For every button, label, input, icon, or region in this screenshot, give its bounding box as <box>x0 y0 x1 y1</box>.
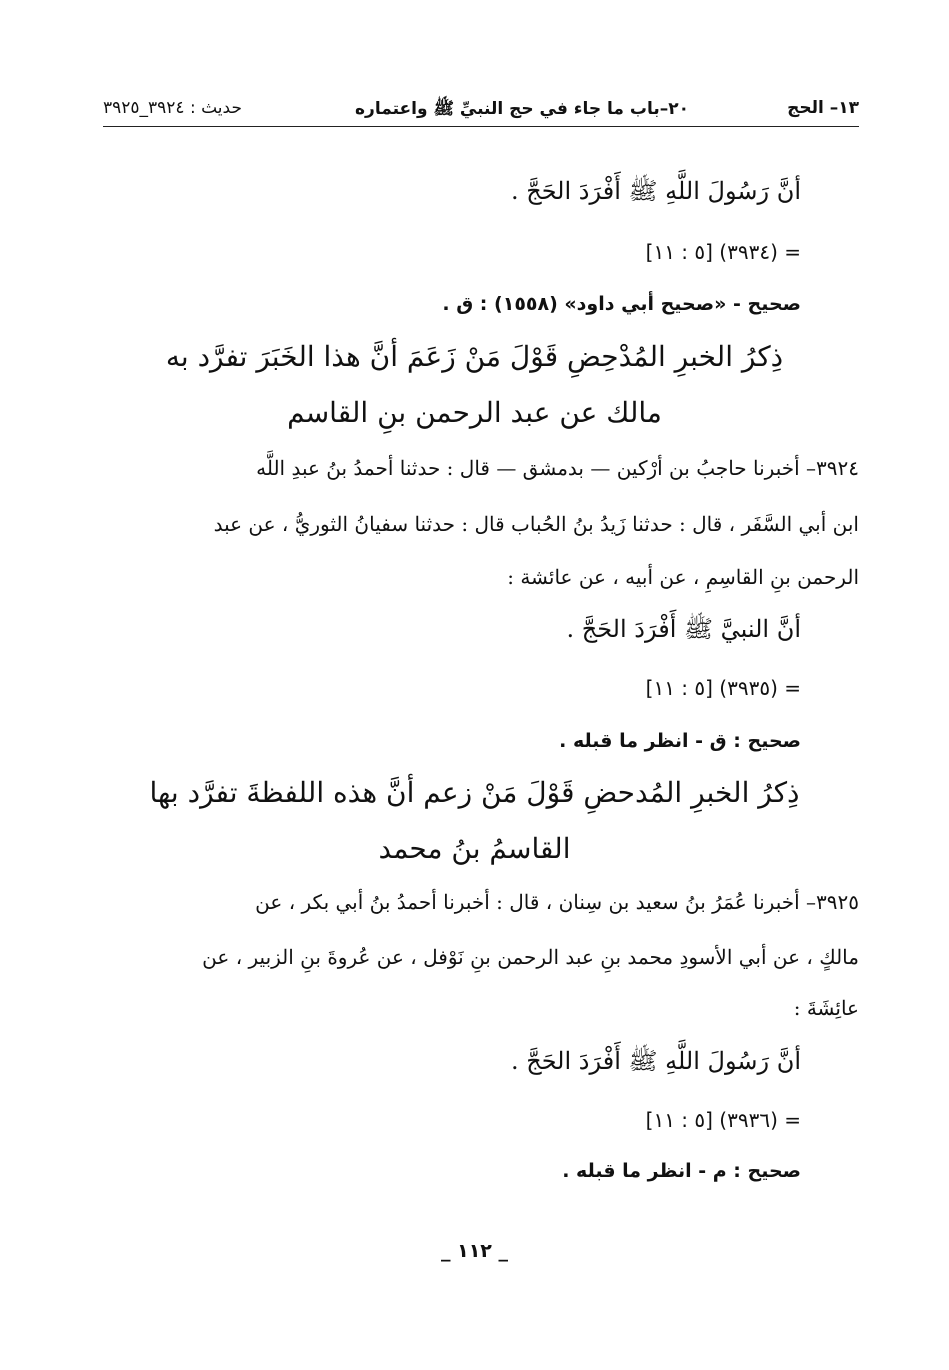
header-hadith-range: حديث : ٣٩٢٤_٣٩٢٥ <box>103 98 242 118</box>
hadith-text: أنَّ رَسُولَ اللَّهِ ﷺ أَفْرَدَ الحَجَّ . <box>510 1047 801 1075</box>
isnad-line: ٣٩٢٥– أخبرنا عُمَرُ بنُ سعيد بن سِنان ، قال : أخبرنا أحمدُ بنُ أبي بكر ، عن <box>255 890 859 914</box>
page-number: _ ١١٢ _ <box>440 1240 509 1262</box>
hadith-grade: صحيح - «صحيح أبي داود» (١٥٥٨) : ق . <box>442 293 801 315</box>
isnad-line: ابن أبي السَّفَر ، قال : حدثنا زَيدُ بنُ الحُباب قال : حدثنا سفيانُ الثوريُّ ، عن عبد <box>213 512 859 536</box>
section-heading: ذِكرُ الخبرِ المُدْحِضِ قَوْلَ مَنْ زَعَمَ أنَّ هذا الخَبَرَ تفرَّد به <box>165 340 784 373</box>
header-book-title: ١٣– الحج <box>787 98 859 118</box>
hadith-reference: = (٣٩٣٤) [٥ : ١١] <box>645 240 801 264</box>
isnad-line: ٣٩٢٤– أخبرنا حاجبُ بن أرْكين — بدمشق — قال : حدثنا أحمدُ بنُ عبدِ اللَّه <box>256 456 859 480</box>
header-chapter-title: ٢٠–باب ما جاء في حج النبيِّ ﷺ واعتماره <box>355 99 689 119</box>
section-heading-continued: مالك عن عبد الرحمن بنِ القاسم <box>287 396 662 429</box>
hadith-text: أنَّ رَسُولَ اللَّهِ ﷺ أَفْرَدَ الحَجَّ . <box>510 177 801 205</box>
isnad-line: مالكٍ ، عن أبي الأسودِ محمد بنِ عبد الرحمن بنِ نَوْفل ، عن عُروةَ بنِ الزبير ، عن <box>202 945 859 969</box>
section-heading: ذِكرُ الخبرِ المُدحضِ قَوْلَ مَنْ زعم أنَّ هذه اللفظةَ تفرَّد بها <box>149 776 800 809</box>
hadith-grade: صحيح : ق - انظر ما قبله . <box>559 730 801 752</box>
isnad-line: الرحمن بنِ القاسِمِ ، عن أبيه ، عن عائشة : <box>507 565 859 589</box>
hadith-reference: = (٣٩٣٥) [٥ : ١١] <box>645 676 801 700</box>
hadith-grade: صحيح : م - انظر ما قبله . <box>562 1160 801 1182</box>
isnad-line: عائِشَةَ : <box>793 996 859 1020</box>
section-heading-continued: القاسمُ بنُ محمد <box>378 832 571 865</box>
hadith-text: أنَّ النبيَّ ﷺ أَفْرَدَ الحَجَّ . <box>566 615 801 643</box>
hadith-reference: = (٣٩٣٦) [٥ : ١١] <box>645 1108 801 1132</box>
running-header <box>103 92 859 127</box>
